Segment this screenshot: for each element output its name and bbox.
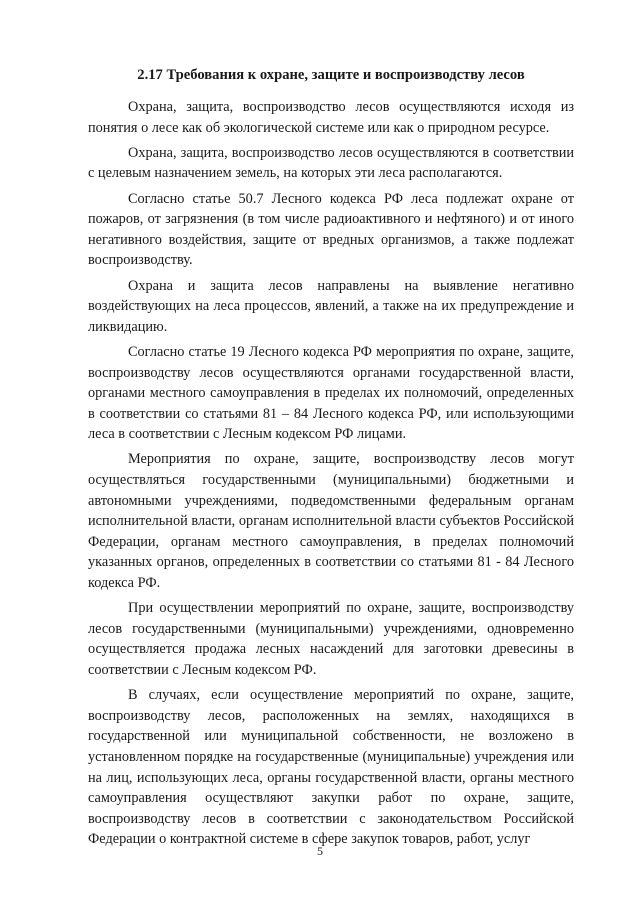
paragraph-7: При осуществлении мероприятий по охране, защите, воспроизводству лесов государственными (муниципальными) учреждениями, одновременно осуществляется продажа лесных насаждений для заготовки древесины в соответствии с Лесным кодексом РФ. [88, 600, 574, 678]
page-number: 5 [317, 844, 323, 858]
paragraph-5: Согласно статье 19 Лесного кодекса РФ мероприятия по охране, защите, воспроизводству лесов осуществляются органами государственной власти, органами местного самоуправления в пределах их полномочий, определенных в соответствии со статьями 81 – 84 Лесного кодекса РФ, или использующими леса в соответствии с Лесным кодексом РФ лицами. [88, 343, 574, 443]
paragraph-2: Охрана, защита, воспроизводство лесов осуществляются в соответствии с целевым назначением земель, на которых эти леса располагаются. [88, 144, 574, 182]
document-body [88, 97, 574, 855]
paragraph-4: Охрана и защита лесов направлены на выявление негативно воздействующих на леса процессов, явлений, а также на их предупреждение и ликвидацию. [88, 277, 574, 335]
section-heading: 2.17 Требования к охране, защите и воспроизводству лесов [137, 67, 525, 83]
paragraph-3: Согласно статье 50.7 Лесного кодекса РФ леса подлежат охране от пожаров, от загрязнения (в том числе радиоактивного и нефтяного) и от иного негативного воздействия, защите от вредных организмов, а также подлежат воспроизводству. [88, 190, 574, 269]
paragraph-1: Охрана, защита, воспроизводство лесов осуществляются исходя из понятия о лесе как об экологической системе или как о природном ресурсе. [88, 99, 574, 136]
paragraph-6: Мероприятия по охране, защите, воспроизводству лесов могут осуществляться государственными (муниципальными) бюджетными и автономными учреждениями, подведомственными федеральным органам исполнительной власти, органам исполнительной власти субъектов Российской Федерации, органам местного самоуправления, в пределах полномочий указанных органов, определенных в соответствии со статьями 81 - 84 Лесного кодекса РФ. [88, 451, 574, 592]
paragraph-8: В случаях, если осуществление мероприятий по охране, защите, воспроизводству лесов, расположенных на землях, находящихся в государственной или муниципальной собственности, не возложено в установленном порядке на государственные (муниципальные) учреждения или на лиц, использующих леса, органы государственной власти, органы местного самоуправления осуществляют закупки работ по охране, защите, воспроизводству лесов в соответствии с законодательством Российской Федерации о контрактной системе в сфере закупок товаров, работ, услуг [88, 687, 574, 848]
